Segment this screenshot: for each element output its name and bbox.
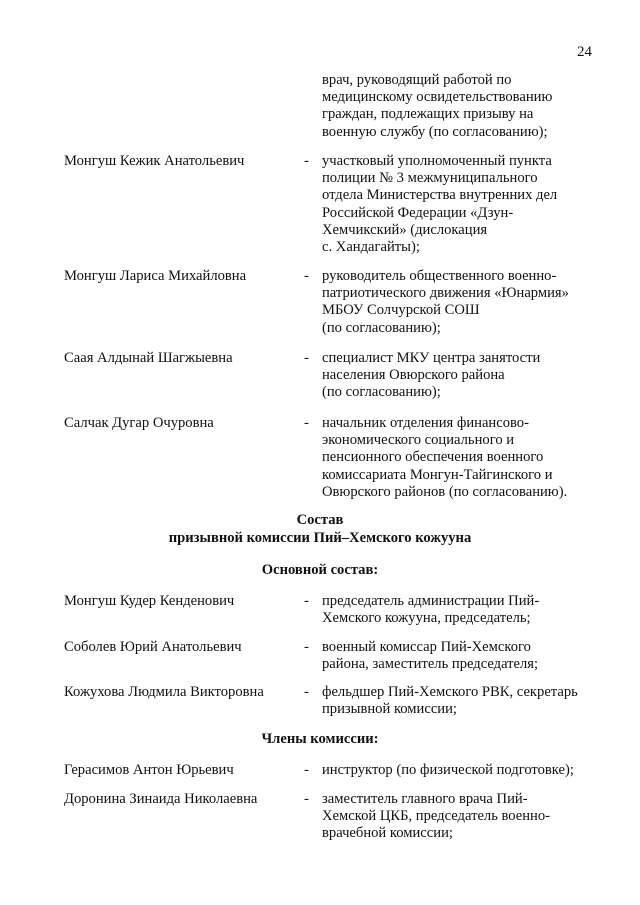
entry-description — [322, 762, 612, 779]
description-line: медицинскому освидетельствованию — [322, 89, 553, 106]
composition-title: Состав — [296, 512, 344, 528]
description-line: отдела Министерства внутренних дел — [322, 187, 558, 204]
description-line: руководитель общественного военно- — [322, 268, 557, 284]
description-line: Хемчикский» (дислокация — [322, 221, 488, 238]
description-line: инструктор (по физической подготовке); — [322, 762, 574, 778]
entry-description — [322, 153, 612, 256]
description-line: района, заместитель председателя; — [322, 656, 539, 673]
entry-description — [322, 72, 612, 141]
description-line: комиссариата Монгун-Тайгинского и — [322, 466, 553, 483]
composition-subtitle: призывной комиссии Пий–Хемского кожууна — [168, 530, 472, 546]
member-name: Соболев Юрий Анатольевич — [64, 639, 242, 655]
member-name: Герасимов Антон Юрьевич — [64, 762, 234, 778]
description-line: врач, руководящий работой по — [322, 72, 512, 88]
dash-separator: - — [304, 762, 309, 778]
description-line: председатель администрации Пий- — [322, 593, 540, 609]
member-name: Монгуш Кудер Кенденович — [64, 593, 235, 609]
description-line: Овюрского районов (по согласованию). — [322, 483, 568, 500]
description-line: военный комиссар Пий-Хемского — [322, 639, 531, 655]
description-line: врачебной комиссии; — [322, 825, 453, 842]
member-name: Саая Алдынай Шагжыевна — [64, 350, 233, 366]
description-line: экономического социального и — [322, 432, 515, 449]
description-line: Хемского кожууна, председатель; — [322, 610, 531, 627]
description-line: военную службу (по согласованию); — [322, 123, 548, 140]
member-name: Монгуш Лариса Михайловна — [64, 268, 247, 284]
entry-description — [322, 268, 612, 337]
dash-separator: - — [304, 350, 309, 366]
description-line: начальник отделения финансово- — [322, 415, 529, 431]
dash-separator: - — [304, 639, 309, 655]
dash-separator: - — [304, 268, 309, 284]
description-line: Российской Федерации «Дзун- — [322, 204, 514, 221]
member-name: Монгуш Кежик Анатольевич — [64, 153, 245, 169]
description-line: заместитель главного врача Пий- — [322, 791, 528, 807]
description-line: участковый уполномоченный пункта — [322, 153, 552, 169]
dash-separator: - — [304, 684, 309, 700]
main-composition-heading: Основной состав: — [261, 562, 379, 578]
description-line: патриотического движения «Юнармия» — [322, 285, 569, 302]
member-name: Доронина Зинаида Николаевна — [64, 791, 258, 807]
description-line: (по согласованию); — [322, 319, 441, 336]
entry-description — [322, 639, 612, 673]
entry-description — [322, 415, 612, 501]
dash-separator: - — [304, 593, 309, 609]
description-line: МБОУ Солчурской СОШ — [322, 302, 480, 319]
entry-description — [322, 350, 612, 402]
description-line: населения Овюрского района — [322, 367, 505, 384]
dash-separator: - — [304, 415, 309, 431]
description-line: специалист МКУ центра занятости — [322, 350, 541, 366]
description-line: призывной комиссии; — [322, 701, 457, 718]
description-line: с. Хандагайты); — [322, 239, 420, 256]
entry-description — [322, 791, 612, 843]
description-line: фельдшер Пий-Хемского РВК, секретарь — [322, 684, 578, 700]
description-line: Хемской ЦКБ, председатель военно- — [322, 808, 551, 825]
page-number: 24 — [577, 44, 592, 60]
entry-description — [322, 684, 612, 718]
description-line: пенсионного обеспечения военного — [322, 449, 544, 466]
members-heading: Члены комиссии: — [261, 731, 379, 747]
member-name: Кожухова Людмила Викторовна — [64, 684, 264, 700]
description-line: (по согласованию); — [322, 384, 441, 401]
member-name: Салчак Дугар Очуровна — [64, 415, 214, 431]
dash-separator: - — [304, 791, 309, 807]
description-line: граждан, подлежащих призыву на — [322, 106, 534, 123]
dash-separator: - — [304, 153, 309, 169]
description-line: полиции № 3 межмуниципального — [322, 170, 538, 187]
entry-description — [322, 593, 612, 627]
